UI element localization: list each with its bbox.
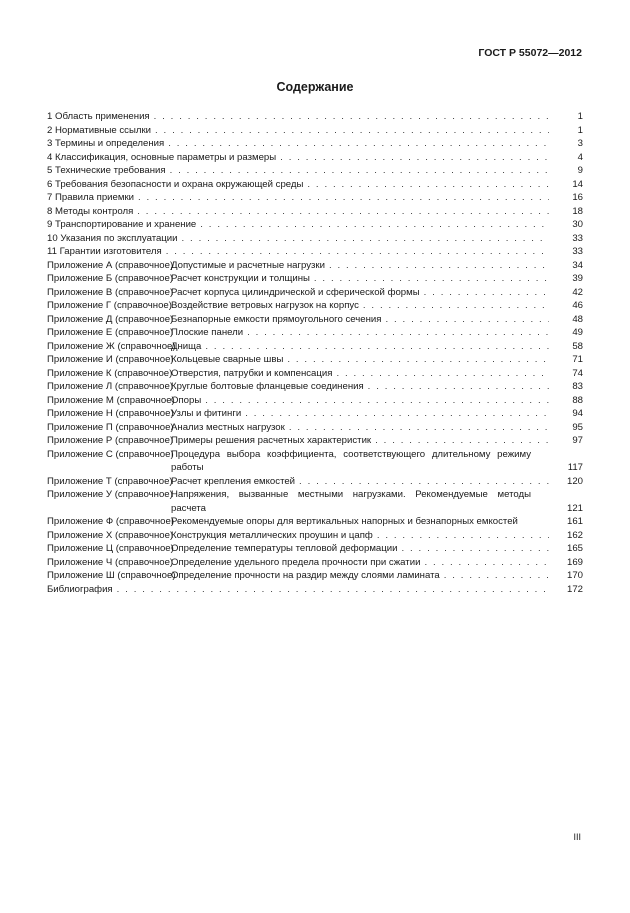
toc-entry-page: 83 (572, 381, 583, 392)
toc-leader-dots (424, 556, 549, 570)
toc-entry[interactable] (47, 178, 583, 192)
toc-entry-page: 120 (566, 475, 583, 487)
toc-entry-prefix: Приложение Ч (справочное) (47, 556, 174, 568)
toc-entry-page: 71 (572, 354, 583, 365)
toc-entry-page: 4 (577, 151, 583, 163)
toc-entry-title: Опоры (171, 394, 202, 406)
toc-entry-title: Анализ местных нагрузок (171, 421, 285, 433)
toc-entry-page: 58 (572, 340, 583, 352)
toc-entry-title: Безнапорные емкости прямоугольного сечения (171, 313, 382, 325)
toc-entry-title: 2 Нормативные ссылки (47, 124, 152, 136)
toc-entry[interactable] (47, 259, 583, 273)
toc-entry[interactable] (47, 124, 583, 138)
toc-entry-page: 165 (566, 543, 583, 554)
toc-entry-page: 162 (566, 529, 583, 541)
toc-leader-dots (200, 218, 549, 232)
toc-entry-page: 33 (572, 232, 583, 244)
toc-leader-dots (299, 475, 549, 489)
toc-entry[interactable] (47, 110, 583, 124)
toc-entry-prefix: Приложение Ц (справочное) (47, 543, 174, 554)
toc-entry[interactable] (47, 515, 583, 529)
toc-entry-prefix: Приложение К (справочное) (47, 367, 173, 379)
toc-leader-dots (170, 164, 549, 178)
toc-entry[interactable] (47, 272, 583, 286)
toc-entry[interactable] (47, 326, 583, 340)
toc-leader-dots (182, 232, 549, 246)
toc-entry-page: 94 (572, 408, 583, 419)
toc-leader-dots (377, 529, 549, 543)
toc-entry-prefix: Приложение Е (справочное) (47, 327, 174, 338)
toc-entry-title: Рекомендуемые опоры для вертикальных напорных и безнапорных емкостей (171, 516, 518, 527)
toc-entry-prefix: Приложение Б (справочное) (47, 273, 174, 284)
toc-entry-prefix: Приложение Ф (справочное) (47, 516, 175, 527)
toc-entry-title: 10 Указания по эксплуатации (47, 232, 178, 244)
toc-leader-dots (401, 542, 549, 556)
toc-entry-prefix: Приложение М (справочное) (47, 394, 175, 406)
toc-entry[interactable] (47, 380, 583, 394)
toc-entry-page: 14 (572, 178, 583, 190)
toc-leader-dots (336, 367, 549, 381)
toc-entry-page: 46 (572, 300, 583, 311)
toc-entry[interactable] (47, 367, 583, 381)
toc-entry-title: 1 Область применения (47, 111, 150, 122)
toc-entry[interactable] (47, 137, 583, 151)
toc-entry-prefix: Приложение Ж (справочное) (47, 340, 176, 352)
toc-entry[interactable] (47, 569, 583, 583)
toc-entry-prefix: Приложение А (справочное) (47, 259, 174, 271)
toc-entry[interactable] (47, 299, 583, 313)
toc-entry-title: Конструкция металлических проушин и цапф (171, 529, 373, 541)
table-of-contents (47, 110, 583, 596)
toc-entry-title: Кольцевые сварные швы (171, 354, 284, 365)
page-number: III (573, 832, 581, 842)
toc-entry-prefix: Приложение Д (справочное) (47, 313, 174, 325)
toc-leader-dots (363, 299, 549, 313)
toc-entry-page: 161 (566, 516, 583, 527)
toc-entry[interactable] (47, 448, 583, 475)
toc-entry[interactable] (47, 151, 583, 165)
toc-entry-page: 34 (572, 259, 583, 271)
toc-leader-dots (280, 151, 549, 165)
toc-leader-dots (166, 245, 549, 259)
toc-entry-page: 117 (567, 462, 583, 473)
toc-entry[interactable] (47, 353, 583, 367)
toc-leader-dots (168, 137, 549, 151)
toc-entry-prefix: Приложение Ш (справочное) (47, 570, 176, 581)
toc-entry[interactable] (47, 286, 583, 300)
toc-entry-page: 48 (572, 313, 583, 325)
toc-entry[interactable] (47, 475, 583, 489)
toc-entry[interactable] (47, 488, 583, 515)
toc-entry[interactable] (47, 542, 583, 556)
toc-entry-prefix: Приложение И (справочное) (47, 354, 174, 365)
toc-leader-dots (137, 205, 549, 219)
toc-entry-prefix: Приложение Т (справочное) (47, 475, 173, 487)
toc-entry-title: Круглые болтовые фланцевые соединения (171, 381, 364, 392)
toc-entry-page: 42 (572, 286, 583, 298)
toc-entry-page: 121 (566, 502, 583, 514)
toc-entry-page: 49 (572, 327, 583, 338)
toc-entry[interactable] (47, 164, 583, 178)
toc-leader-dots (247, 326, 549, 340)
toc-entry-prefix: Приложение С (справочное) (47, 448, 174, 460)
toc-entry[interactable] (47, 218, 583, 232)
document-code: ГОСТ Р 55072—2012 (478, 47, 582, 59)
toc-entry-title: 11 Гарантии изготовителя (47, 246, 162, 257)
toc-entry-prefix: Приложение В (справочное) (47, 286, 174, 298)
toc-entry-page: 30 (572, 219, 583, 230)
toc-entry-prefix: Приложение Н (справочное) (47, 408, 174, 419)
toc-leader-dots (245, 407, 549, 421)
toc-leader-dots (385, 313, 549, 327)
toc-entry-page: 18 (572, 205, 583, 217)
toc-entry-prefix: Приложение У (справочное) (47, 489, 173, 500)
toc-entry-prefix: Приложение Г (справочное) (47, 300, 172, 311)
toc-entry[interactable] (47, 407, 583, 421)
toc-entry-prefix: Приложение Р (справочное) (47, 435, 174, 446)
toc-entry-prefix: Приложение Х (справочное) (47, 529, 174, 541)
toc-entry[interactable] (47, 529, 583, 543)
toc-entry[interactable] (47, 232, 583, 246)
toc-leader-dots (444, 569, 549, 583)
toc-leader-dots (314, 272, 549, 286)
toc-entry-title: 5 Технические требования (47, 165, 166, 176)
toc-entry-page: 16 (572, 192, 583, 203)
toc-entry-title: 4 Классификация, основные параметры и размеры (47, 151, 277, 163)
toc-entry[interactable] (47, 434, 583, 448)
toc-entry-title: Плоские панели (171, 327, 244, 338)
toc-leader-dots (289, 421, 549, 435)
toc-entry[interactable] (47, 421, 583, 435)
toc-entry-title: Примеры решения расчетных характеристик (171, 435, 372, 446)
toc-entry[interactable] (47, 340, 583, 354)
toc-entry-page: 74 (572, 367, 583, 379)
toc-entry[interactable] (47, 556, 583, 570)
toc-entry[interactable] (47, 205, 583, 219)
toc-entry-page: 39 (572, 273, 583, 284)
toc-leader-dots (375, 434, 549, 448)
toc-entry-title: 7 Правила приемки (47, 192, 134, 203)
toc-entry-page: 1 (577, 111, 583, 122)
toc-entry-page: 1 (577, 124, 583, 136)
toc-leader-dots (138, 191, 549, 205)
toc-entry-title: Расчет крепления емкостей (171, 475, 296, 487)
toc-entry-page: 169 (566, 556, 583, 568)
toc-entry[interactable] (47, 313, 583, 327)
page-title: Содержание (276, 80, 354, 94)
toc-entry-title: Библиография (47, 583, 113, 595)
toc-entry-title: Определение прочности на раздир между слоями ламината (171, 570, 440, 581)
toc-entry-page: 172 (566, 583, 583, 595)
toc-leader-dots (205, 340, 549, 354)
toc-entry-title: Определение удельного предела прочности при сжатии (171, 556, 421, 568)
toc-entry-title: 6 Требования безопасности и охрана окружающей среды (47, 178, 304, 190)
toc-entry[interactable] (47, 191, 583, 205)
toc-entry-title: Определение температуры тепловой деформации (171, 543, 398, 554)
toc-entry[interactable] (47, 245, 583, 259)
toc-entry[interactable] (47, 583, 583, 597)
toc-leader-dots (117, 583, 549, 597)
toc-leader-dots (287, 353, 549, 367)
toc-entry-page: 170 (566, 570, 583, 581)
toc-entry-page: 95 (572, 421, 583, 433)
toc-entry[interactable] (47, 394, 583, 408)
toc-leader-dots (368, 380, 549, 394)
toc-entry-prefix: Приложение П (справочное) (47, 421, 174, 433)
toc-leader-dots (307, 178, 549, 192)
toc-entry-title: Отверстия, патрубки и компенсация (171, 367, 333, 379)
toc-entry-title: Воздействие ветровых нагрузок на корпус (171, 300, 359, 311)
toc-leader-dots (329, 259, 549, 273)
toc-leader-dots (424, 286, 549, 300)
toc-entry-page: 97 (572, 435, 583, 446)
toc-entry-title: Узлы и фитинги (171, 408, 242, 419)
toc-entry-title: Допустимые и расчетные нагрузки (171, 259, 325, 271)
toc-entry-title: 8 Методы контроля (47, 205, 134, 217)
toc-leader-dots (155, 124, 549, 138)
toc-entry-title: Расчет корпуса цилиндрической и сферической формы (171, 286, 420, 298)
toc-entry-title: Расчет конструкции и толщины (171, 273, 310, 284)
toc-entry-prefix: Приложение Л (справочное) (47, 381, 174, 392)
toc-leader-dots (205, 394, 549, 408)
toc-entry-title: Напряжения, вызванные местными нагрузками. Рекомендуемые методы расчета (171, 489, 531, 514)
toc-entry-title: Процедура выбора коэффициента, соответствующего длительному режиму работы (171, 448, 531, 473)
toc-entry-page: 3 (577, 138, 583, 149)
toc-entry-title: 9 Транспортирование и хранение (47, 219, 197, 230)
toc-entry-page: 33 (572, 246, 583, 257)
toc-entry-title: 3 Термины и определения (47, 138, 165, 149)
toc-entry-page: 9 (577, 165, 583, 176)
toc-entry-title: Днища (171, 340, 202, 352)
toc-entry-page: 88 (572, 394, 583, 406)
toc-leader-dots (154, 110, 549, 124)
